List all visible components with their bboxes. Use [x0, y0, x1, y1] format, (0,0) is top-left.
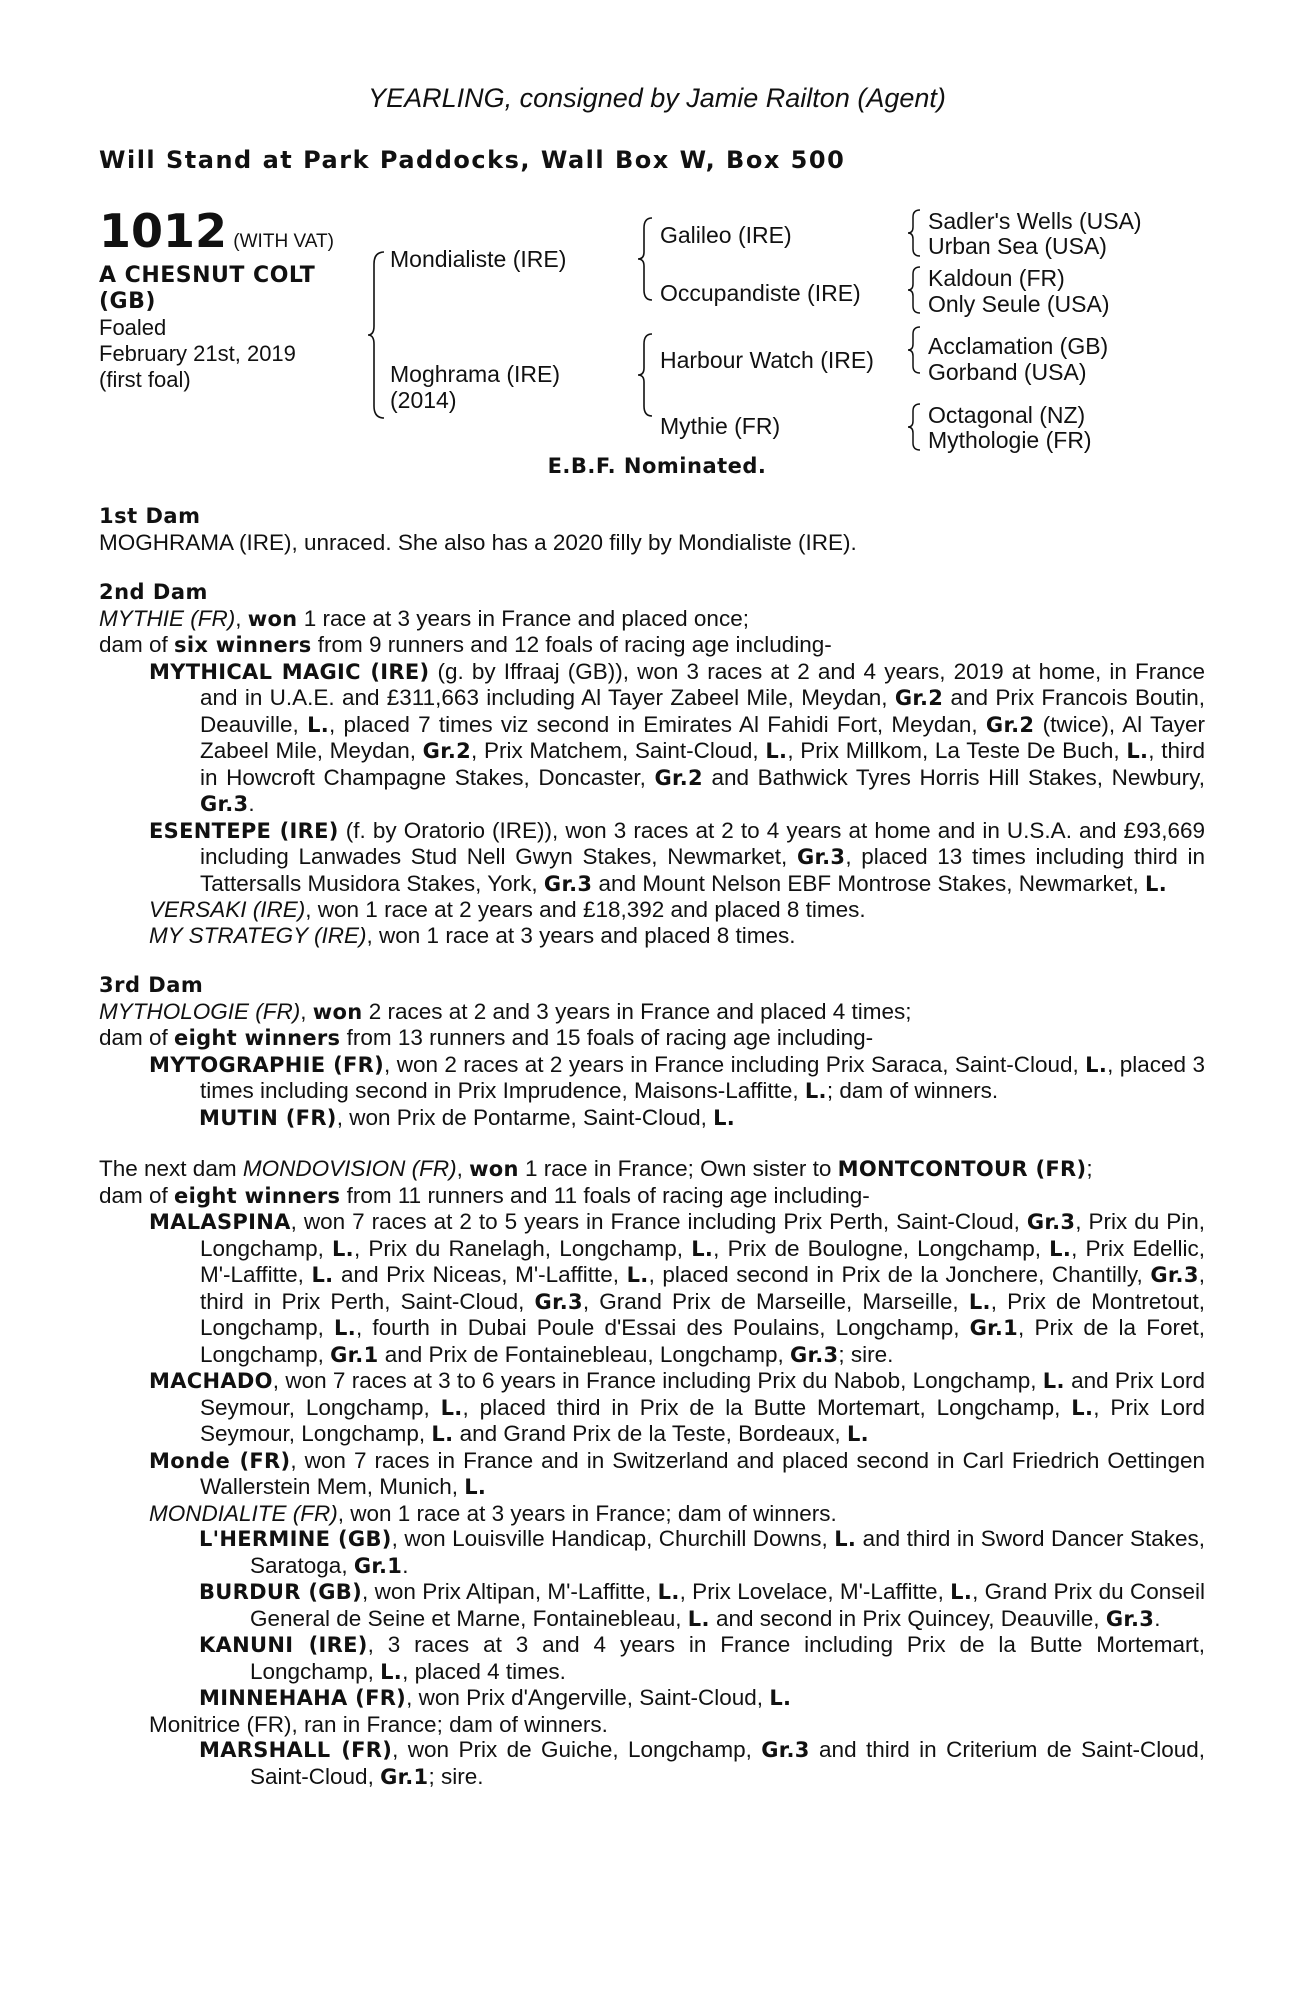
- pedigree-brace-dd: [906, 402, 922, 452]
- first-dam-text: MOGHRAMA (IRE), unraced. She also has a 2020 filly by Mondialiste (IRE).: [99, 529, 857, 555]
- pedigree-brace-sd: [906, 265, 922, 315]
- produce-entry: Monde (FR), won 7 races in France and in Switzerland and placed second in Carl Friedrich Oettingen Wallerstein Mem, Munich, L.: [149, 1447, 1205, 1499]
- second-dam-produce: dam of six winners from 9 runners and 12 foals of racing age including-: [99, 632, 832, 657]
- produce-entry: MYTOGRAPHIE (FR), won 2 races at 2 years in France including Prix Saraca, Saint-Cloud, L., placed 3 times including second in Prix Imprudence, Maisons-Laffitte, L.; dam of winners.: [149, 1051, 1205, 1103]
- pedigree-ssd: Urban Sea (USA): [928, 233, 1107, 259]
- lot-number: 1012: [99, 204, 228, 258]
- pedigree-sdd: Only Seule (USA): [928, 291, 1110, 317]
- produce-entry: MUTIN (FR), won Prix de Pontarme, Saint-Cloud, L.: [199, 1104, 736, 1130]
- pedigree-dam-year: (2014): [390, 387, 457, 413]
- third-dam-section: [99, 973, 1205, 1131]
- colt-description: A CHESNUT COLT: [99, 263, 316, 288]
- dam-produce-records: [99, 504, 1205, 1790]
- pedigree-dam: Moghrama (IRE): [390, 361, 560, 387]
- pedigree-sire: Mondialiste (IRE): [390, 246, 567, 272]
- produce-entry: MARSHALL (FR), won Prix de Guiche, Longchamp, Gr.3 and third in Criterium de Saint-Cloud, Saint-Cloud, Gr.1; sire.: [199, 1737, 1205, 1789]
- third-dam-produce: dam of eight winners from 13 runners and 15 foals of racing age including-: [99, 1025, 874, 1050]
- pedigree-sire-dam: Occupandiste (IRE): [660, 280, 861, 306]
- vat-note: (WITH VAT): [233, 231, 334, 252]
- produce-entry: MINNEHAHA (FR), won Prix d'Angerville, Saint-Cloud, L.: [199, 1685, 792, 1710]
- produce-entry: VERSAKI (IRE), won 1 race at 2 years and £18,392 and placed 8 times.: [149, 897, 866, 922]
- produce-entry: MY STRATEGY (IRE), won 1 race at 3 years and placed 8 times.: [149, 922, 796, 948]
- next-dam-produce: dam of eight winners from 11 runners and 11 foals of racing age including-: [99, 1182, 870, 1208]
- produce-entry: KANUNI (IRE), 3 races at 3 and 4 years in France including Prix de la Butte Mortemart, Longchamp, L., placed 4 times.: [199, 1632, 1205, 1684]
- pedigree-brace-dam: [636, 332, 654, 418]
- foaled-label: Foaled: [99, 315, 167, 340]
- second-dam-heading: 2nd Dam: [99, 580, 208, 604]
- third-dam-heading: 3rd Dam: [99, 973, 204, 997]
- first-dam-heading: 1st Dam: [99, 504, 201, 528]
- produce-entry: MONDIALITE (FR), won 1 race at 3 years in France; dam of winners.: [149, 1500, 837, 1526]
- foaled-date: February 21st, 2019: [99, 341, 296, 366]
- produce-entry: BURDUR (GB), won Prix Altipan, M'-Laffitte, L., Prix Lovelace, M'-Laffitte, L., Grand Prix du Conseil General de Seine et Marne, Fontainebleau, L. and second in Prix Quincey, Deauville, Gr.3.: [199, 1579, 1205, 1631]
- produce-entry: MYTHICAL MAGIC (IRE) (g. by Iffraaj (GB)), won 3 races at 2 and 4 years, 2019 at home, in France and in U.A.E. and £311,663 including Al Tayer Zabeel Mile, Meydan, Gr.2 and Prix Francois Boutin, Deauville, L., placed 7 times viz second in Emirates Al Fahidi Fort, Meydan, Gr.2 (twice), Al Tayer Zabeel Mile, Meydan, Gr.2, Prix Matchem, Saint-Cloud, L., Prix Millkom, La Teste De Buch, L., third in Howcroft Champagne Stakes, Doncaster, Gr.2 and Bathwick Tyres Horris Hill Stakes, Newbury, Gr.3.: [149, 658, 1206, 816]
- lot-info: [99, 205, 359, 393]
- produce-entry: ESENTEPE (IRE) (f. by Oratorio (IRE)), won 3 races at 2 to 4 years at home and in U.S.A. and £93,669 including Lanwades Stud Nell Gwyn Stakes, Newmarket, Gr.3, placed 13 times including third in Tattersalls Musidora Stakes, York, Gr.3 and Mount Nelson EBF Montrose Stakes, Newmarket, L.: [149, 817, 1205, 896]
- pedigree-sds: Kaldoun (FR): [928, 265, 1065, 291]
- colt-origin: (GB): [99, 289, 156, 314]
- next-dam-line: The next dam MONDOVISION (FR), won 1 race in France; Own sister to MONTCONTOUR (FR);: [99, 1156, 1093, 1181]
- second-dam-section: [99, 580, 1205, 948]
- pedigree-dsd: Gorband (USA): [928, 359, 1087, 385]
- produce-entry: L'HERMINE (GB), won Louisville Handicap, Churchill Downs, L. and third in Sword Dancer Stakes, Saratoga, Gr.1.: [199, 1526, 1206, 1578]
- pedigree-ddd: Mythologie (FR): [928, 427, 1092, 453]
- pedigree-dss: Acclamation (GB): [928, 333, 1109, 359]
- produce-entry: MACHADO, won 7 races at 3 to 6 years in France including Prix du Nabob, Longchamp, L. and Prix Lord Seymour, Longchamp, L., placed third in Prix de la Butte Mortemart, Longchamp, L., Prix Lord Seymour, Longchamp, L. and Grand Prix de la Teste, Bordeaux, L.: [149, 1368, 1205, 1446]
- pedigree-brace-ss: [906, 208, 922, 258]
- produce-entry: Monitrice (FR), ran in France; dam of winners.: [149, 1711, 608, 1737]
- pedigree-sire-sire: Galileo (IRE): [660, 222, 792, 248]
- third-dam-line: MYTHOLOGIE (FR), won 2 races at 2 and 3 years in France and placed 4 times;: [99, 998, 912, 1024]
- pedigree-brace-main: [366, 250, 386, 420]
- first-dam-section: [99, 504, 1205, 555]
- pedigree-sss: Sadler's Wells (USA): [928, 208, 1142, 234]
- pedigree-dam-dam: Mythie (FR): [660, 413, 781, 439]
- pedigree-brace-sire: [636, 216, 654, 302]
- ebf-nominated: E.B.F. Nominated.: [547, 454, 767, 478]
- first-foal-note: (first foal): [99, 367, 191, 392]
- pedigree-dds: Octagonal (NZ): [928, 402, 1086, 428]
- next-dam-section: [99, 1156, 1205, 1790]
- pedigree-brace-ds: [906, 325, 922, 375]
- second-dam-line: MYTHIE (FR), won 1 race at 3 years in France and placed once;: [99, 605, 749, 631]
- page-heading: YEARLING, consigned by Jamie Railton (Agent): [368, 83, 946, 113]
- produce-entry: MALASPINA, won 7 races at 2 to 5 years in France including Prix Perth, Saint-Cloud, Gr.3, Prix du Pin, Longchamp, L., Prix du Ranelagh, Longchamp, L., Prix de Boulogne, Longchamp, L., Prix Edellic, M'-Laffitte, L. and Prix Niceas, M'-Laffitte, L., placed second in Prix de la Jonchere, Chantilly, Gr.3, third in Prix Perth, Saint-Cloud, Gr.3, Grand Prix de Marseille, Marseille, L., Prix de Montretout, Longchamp, L., fourth in Dubai Poule d'Essai des Poulains, Longchamp, Gr.1, Prix de la Foret, Longchamp, Gr.1 and Prix de Fontainebleau, Longchamp, Gr.3; sire.: [149, 1209, 1206, 1367]
- stand-location: Will Stand at Park Paddocks, Wall Box W, Box 500: [99, 146, 846, 174]
- pedigree-dam-sire: Harbour Watch (IRE): [660, 347, 874, 373]
